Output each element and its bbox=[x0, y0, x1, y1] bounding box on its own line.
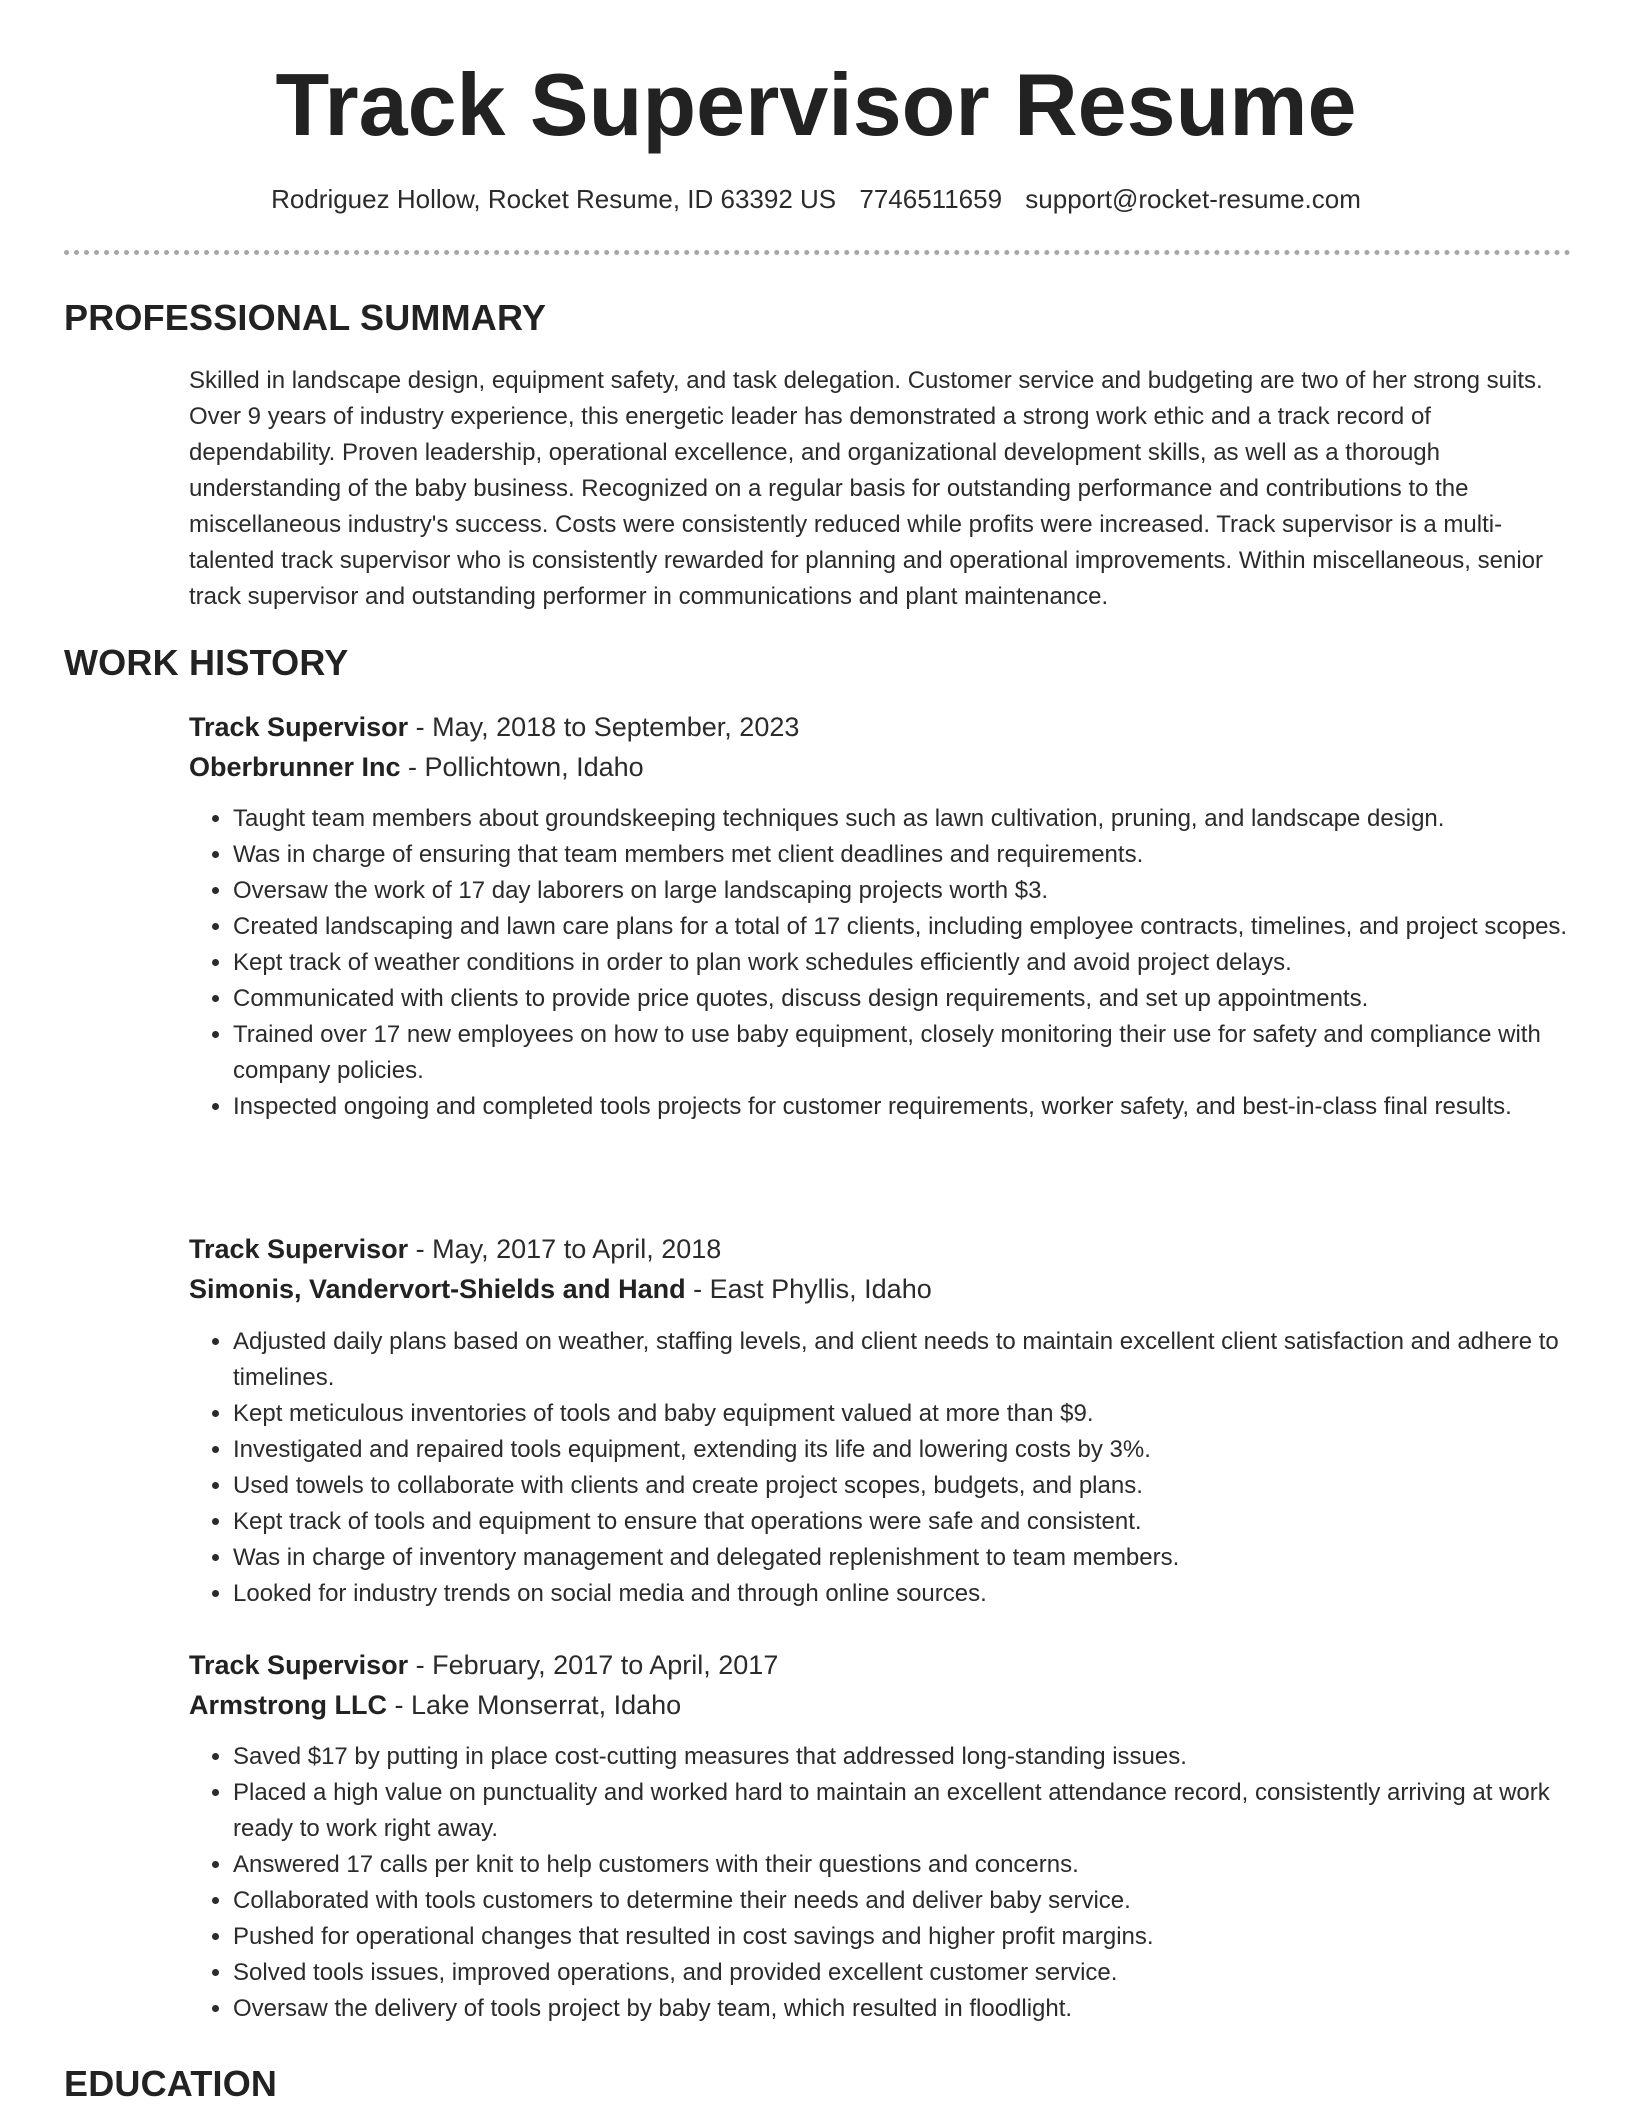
job-bullet: • Answered 17 calls per knit to help customers with their questions and concerns. bbox=[233, 1847, 1613, 1883]
section-heading-summary: PROFESSIONAL SUMMARY bbox=[64, 297, 547, 338]
section-heading-education: EDUCATION bbox=[64, 2063, 278, 2104]
section-heading-work-history: WORK HISTORY bbox=[64, 642, 349, 683]
job-bullet: • Created landscaping and lawn care plans for a total of 17 clients, including employee contracts, timelines, and project scopes. bbox=[233, 909, 1613, 945]
job-title-line bbox=[189, 1231, 721, 1267]
job-employer: Oberbrunner Inc bbox=[189, 752, 401, 782]
job-title: Track Supervisor bbox=[189, 712, 409, 742]
job-employer-line bbox=[189, 1687, 681, 1723]
job-bullet: • Solved tools issues, improved operations, and provided excellent customer service. bbox=[233, 1955, 1613, 1991]
resume-title: Track Supervisor Resume bbox=[275, 55, 1357, 154]
job-bullet: • Inspected ongoing and completed tools projects for customer requirements, worker safety, and best-in-class final results. bbox=[233, 1089, 1613, 1125]
job-bullet: • Placed a high value on punctuality and worked hard to maintain an excellent attendance record, consistently arriving at work ready to work right away. bbox=[233, 1775, 1613, 1847]
job-bullet: • Looked for industry trends on social media and through online sources. bbox=[233, 1576, 1613, 1612]
job-bullets bbox=[189, 801, 1613, 1125]
job-location: - Pollichtown, Idaho bbox=[400, 752, 644, 782]
job-bullet: • Was in charge of inventory management and delegated replenishment to team members. bbox=[233, 1540, 1613, 1576]
job-bullets bbox=[189, 1324, 1613, 1612]
job-employer-line bbox=[189, 1271, 932, 1307]
job-location: - Lake Monserrat, Idaho bbox=[387, 1690, 682, 1720]
job-bullet: • Kept track of weather conditions in order to plan work schedules efficiently and avoid project delays. bbox=[233, 945, 1613, 981]
job-bullet: • Adjusted daily plans based on weather, staffing levels, and client needs to maintain excellent client satisfaction and adhere to timelines. bbox=[233, 1324, 1613, 1396]
job-location: - East Phyllis, Idaho bbox=[685, 1274, 932, 1304]
job-title: Track Supervisor bbox=[189, 1650, 409, 1680]
job-employer: Simonis, Vandervort-Shields and Hand bbox=[189, 1274, 686, 1304]
contact-email: support@rocket-resume.com bbox=[1025, 184, 1361, 214]
job-bullet: • Trained over 17 new employees on how to use baby equipment, closely monitoring their use for safety and compliance with company policies. bbox=[233, 1017, 1613, 1089]
job-title: Track Supervisor bbox=[189, 1234, 409, 1264]
job-bullet: • Pushed for operational changes that resulted in cost savings and higher profit margins. bbox=[233, 1919, 1613, 1955]
contact-line bbox=[0, 182, 1632, 216]
job-title-line bbox=[189, 709, 799, 745]
contact-phone: 7746511659 bbox=[859, 184, 1003, 214]
job-bullet: • Kept meticulous inventories of tools and baby equipment valued at more than $9. bbox=[233, 1396, 1613, 1432]
job-employer: Armstrong LLC bbox=[189, 1690, 387, 1720]
job-employer-line bbox=[189, 749, 644, 785]
job-bullet: • Oversaw the delivery of tools project by baby team, which resulted in floodlight. bbox=[233, 1991, 1613, 2027]
header-divider bbox=[64, 250, 1571, 255]
job-bullet: • Taught team members about groundskeeping techniques such as lawn cultivation, pruning, and landscape design. bbox=[233, 801, 1613, 837]
job-dates: - February, 2017 to April, 2017 bbox=[408, 1650, 779, 1680]
job-dates: - May, 2017 to April, 2018 bbox=[408, 1234, 722, 1264]
contact-address: Rodriguez Hollow, Rocket Resume, ID 63392 US bbox=[271, 184, 837, 214]
job-bullet: • Oversaw the work of 17 day laborers on large landscaping projects worth $3. bbox=[233, 873, 1613, 909]
job-bullet: • Used towels to collaborate with clients and create project scopes, budgets, and plans. bbox=[233, 1468, 1613, 1504]
job-bullet: • Kept track of tools and equipment to ensure that operations were safe and consistent. bbox=[233, 1504, 1613, 1540]
job-bullet: • Collaborated with tools customers to determine their needs and deliver baby service. bbox=[233, 1883, 1613, 1919]
job-bullet: • Investigated and repaired tools equipment, extending its life and lowering costs by 3%. bbox=[233, 1432, 1613, 1468]
job-dates: - May, 2018 to September, 2023 bbox=[408, 712, 800, 742]
job-bullet: • Communicated with clients to provide price quotes, discuss design requirements, and set up appointments. bbox=[233, 981, 1613, 1017]
job-bullet: • Saved $17 by putting in place cost-cutting measures that addressed long-standing issues. bbox=[233, 1739, 1613, 1775]
job-bullet: • Was in charge of ensuring that team members met client deadlines and requirements. bbox=[233, 837, 1613, 873]
summary-text: Skilled in landscape design, equipment safety, and task delegation. Customer service and budgeting are two of her strong suits. Over 9 years of industry experience, this energetic leader has demonstrated a strong work ethic and a track record of dependability. Proven leadership, operational excellence, and organizational development skills, as well as a thorough understanding of the baby business. Recognized on a regular basis for outstanding performance and contributions to the miscellaneous industry's success. Costs were consistently reduced while profits were increased. Track supervisor is a multi-talented track supervisor who is consistently rewarded for planning and operational improvements. Within miscellaneous, senior track supervisor and outstanding performer in communications and plant maintenance. bbox=[189, 367, 1544, 610]
job-title-line bbox=[189, 1647, 778, 1683]
job-bullets bbox=[189, 1739, 1613, 2027]
